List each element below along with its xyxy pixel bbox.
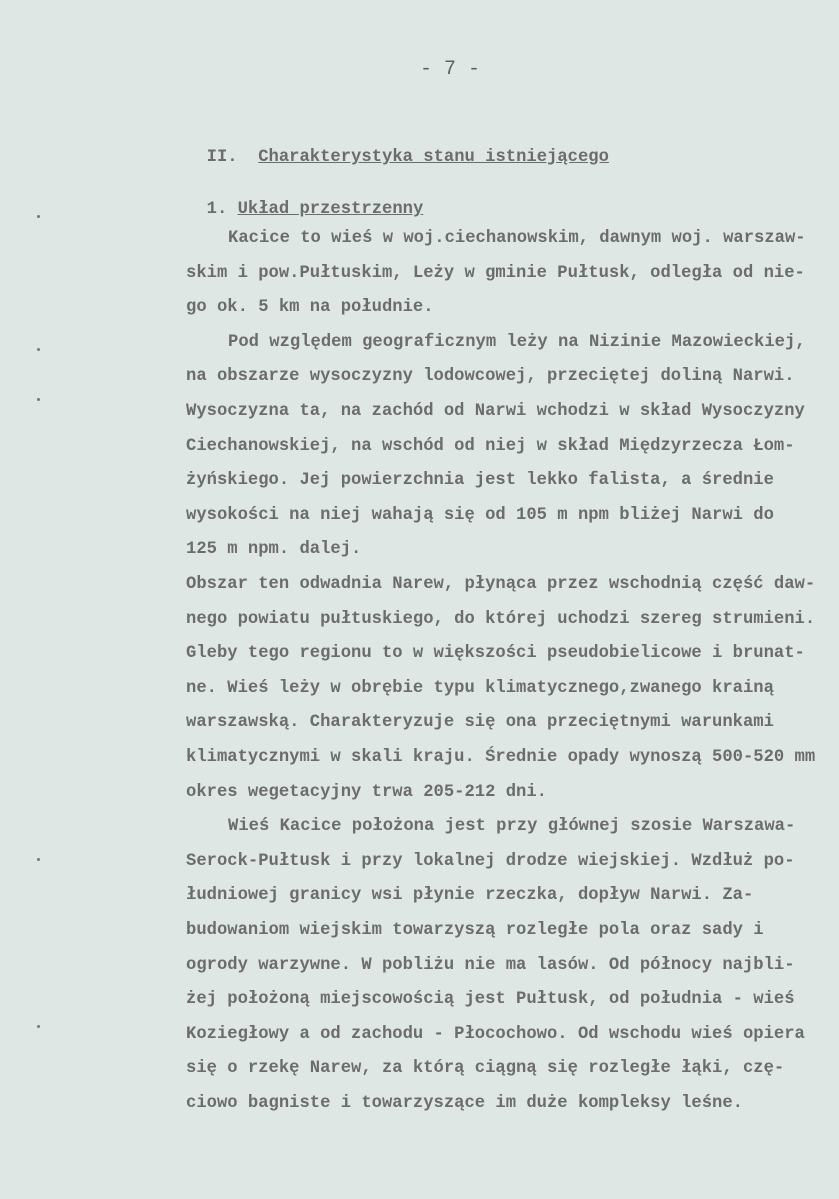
text-line: Ciechanowskiej, na wschód od niej w skład Międzyrzecza Łom- (186, 436, 795, 456)
text-line: łudniowej granicy wsi płynie rzeczka, dopływ Narwi. Za- (186, 886, 754, 906)
text-line: budowaniom wiejskim towarzyszą rozległe pola oraz sady i (186, 921, 764, 940)
text-line: ciowo bagniste i towarzyszące im duże kompleksy leśne. (186, 1094, 743, 1113)
text-line: Serock-Pułtusk i przy lokalnej drodze wiejskiej. Wzdłuż po- (186, 851, 795, 871)
subsection-title: Układ przestrzenny (237, 200, 424, 219)
punch-mark (37, 1025, 40, 1028)
text-line: na obszarze wysoczyzny lodowcowej, przeciętej doliną Narwi. (186, 367, 795, 387)
punch-mark (37, 398, 40, 401)
text-line: ne. Wieś leży w obrębie typu klimatycznego,zwanego krainą (186, 678, 774, 698)
text-line: ogrody warzywne. W pobliżu nie ma lasów. Od północy najbli- (186, 955, 795, 975)
section-title: Charakterystyka stanu istniejącego (258, 148, 609, 167)
text-line: Pod względem geograficznym leży na Nizinie Mazowieckiej, (228, 332, 806, 352)
subsection-number: 1. (206, 200, 228, 219)
text-line: warszawską. Charakteryzuje się ona przeciętnymi warunkami (186, 713, 774, 733)
section-heading (186, 128, 609, 168)
section-number: II. (206, 148, 238, 167)
text-line: Koziegłowy a od zachodu - Płocochowo. Od wschodu wieś opiera (186, 1024, 805, 1044)
text-line: klimatycznymi w skali kraju. Średnie opady wynoszą 500-520 mm (186, 748, 816, 767)
text-line: Kacice to wieś w woj.ciechanowskim, dawnym woj. warszaw- (228, 229, 806, 248)
text-line: się o rzekę Narew, za którą ciągną się rozległe łąki, czę- (186, 1059, 785, 1079)
text-line: wysokości na niej wahają się od 105 m npm bliżej Narwi do (186, 505, 774, 525)
text-line: nego powiatu pułtuskiego, do której uchodzi szereg strumieni. (186, 609, 816, 629)
text-line: skim i pow.Pułtuskim, Leży w gminie Pułtusk, odległa od nie- (186, 263, 805, 283)
text-line: go ok. 5 km na południe. (186, 298, 434, 318)
text-line: żyńskiego. Jej powierzchnia jest lekko falista, a średnie (186, 471, 774, 491)
punch-mark (37, 348, 40, 351)
text-line: żej położoną miejscowością jest Pułtusk, od południa - wieś (186, 990, 795, 1010)
subsection-heading (186, 180, 423, 220)
text-line: okres wegetacyjny trwa 205-212 dni. (186, 782, 547, 802)
page-number: - 7 - (420, 58, 481, 81)
punch-mark (37, 858, 40, 861)
text-line: Wieś Kacice położona jest przy głównej szosie Warszawa- (228, 817, 796, 837)
text-line: 125 m npm. dalej. (186, 540, 362, 560)
text-line: Obszar ten odwadnia Narew, płynąca przez wschodnią część daw- (186, 575, 816, 594)
text-line: Wysoczyzna ta, na zachód od Narwi wchodzi w skład Wysoczyzny (186, 402, 805, 421)
punch-mark (37, 215, 40, 218)
text-line: Gleby tego regionu to w większości pseudobielicowe i brunat- (186, 644, 805, 664)
